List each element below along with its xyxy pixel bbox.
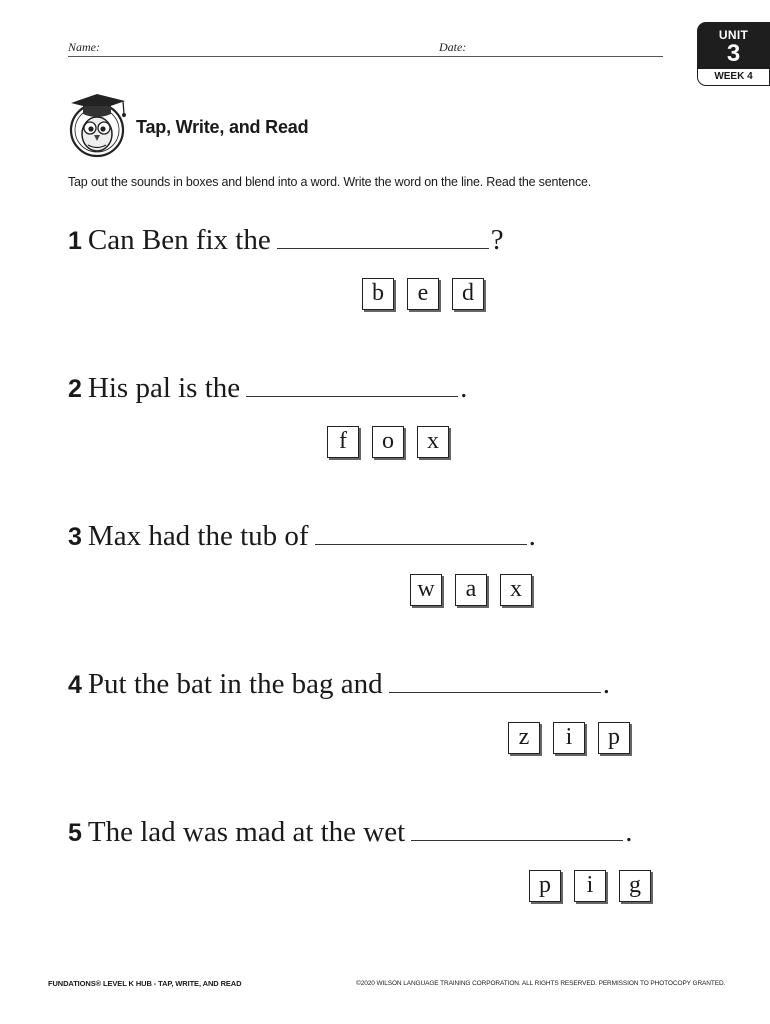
sentence-end: . xyxy=(602,668,610,700)
exercise-item xyxy=(68,816,748,936)
sound-box: i xyxy=(574,870,606,902)
item-number: 3 xyxy=(68,523,82,551)
sound-box: o xyxy=(372,426,404,458)
sound-box: z xyxy=(508,722,540,754)
exercise-item xyxy=(68,520,748,640)
sound-box: x xyxy=(500,574,532,606)
answer-blank[interactable] xyxy=(246,372,458,397)
item-number: 2 xyxy=(68,375,82,403)
name-date-header xyxy=(68,40,663,58)
sound-box: a xyxy=(455,574,487,606)
item-number: 4 xyxy=(68,671,82,699)
name-line[interactable] xyxy=(68,56,430,57)
unit-badge xyxy=(697,22,770,86)
sound-boxes xyxy=(410,574,532,606)
week-label: WEEK 4 xyxy=(697,69,770,86)
answer-blank[interactable] xyxy=(411,816,623,841)
sound-box: d xyxy=(452,278,484,310)
footer-copyright: ©2020 WILSON LANGUAGE TRAINING CORPORATION. ALL RIGHTS RESERVED. PERMISSION TO PHOTOCOPY GRANTED. xyxy=(356,980,726,987)
sentence-end: ? xyxy=(490,224,504,256)
name-label: Name: xyxy=(68,40,100,54)
sound-box: g xyxy=(619,870,651,902)
sound-boxes xyxy=(327,426,449,458)
sentence-text: Max had the tub of xyxy=(87,520,309,552)
sentence xyxy=(68,372,467,405)
exercise-item xyxy=(68,372,748,492)
sentence-text: The lad was mad at the wet xyxy=(87,816,406,848)
sound-box: i xyxy=(553,722,585,754)
exercise-item xyxy=(68,224,748,344)
sound-box: p xyxy=(529,870,561,902)
instructions: Tap out the sounds in boxes and blend into a word. Write the word on the line. Read the sentence. xyxy=(68,175,592,189)
item-number: 1 xyxy=(68,227,82,255)
answer-blank[interactable] xyxy=(277,224,489,249)
sound-box: p xyxy=(598,722,630,754)
sentence-text: Can Ben fix the xyxy=(87,224,271,256)
date-label: Date: xyxy=(439,40,467,54)
sentence xyxy=(68,520,536,553)
page-title: Tap, Write, and Read xyxy=(136,117,309,137)
sound-boxes xyxy=(362,278,484,310)
answer-blank[interactable] xyxy=(389,668,601,693)
sentence-text: His pal is the xyxy=(87,372,241,404)
item-number: 5 xyxy=(68,819,82,847)
sentence-end: . xyxy=(528,520,536,552)
sentence xyxy=(68,224,504,257)
sentence-end: . xyxy=(460,372,468,404)
sound-box: e xyxy=(407,278,439,310)
sound-boxes xyxy=(529,870,651,902)
owl-mascot-icon xyxy=(66,92,128,158)
sound-box: b xyxy=(362,278,394,310)
date-line[interactable] xyxy=(430,56,663,57)
exercise-item xyxy=(68,668,748,788)
sound-box: w xyxy=(410,574,442,606)
sentence-end: . xyxy=(625,816,633,848)
sentence xyxy=(68,668,610,701)
unit-label: UNIT xyxy=(718,28,749,42)
sound-box: x xyxy=(417,426,449,458)
footer-title: FUNDATIONS® LEVEL K HUB - TAP, WRITE, AND READ xyxy=(48,979,242,988)
sound-boxes xyxy=(508,722,630,754)
sentence-text: Put the bat in the bag and xyxy=(87,668,383,700)
unit-box xyxy=(697,22,770,69)
unit-number: 3 xyxy=(726,40,741,67)
sound-box: f xyxy=(327,426,359,458)
answer-blank[interactable] xyxy=(315,520,527,545)
sentence xyxy=(68,816,632,849)
